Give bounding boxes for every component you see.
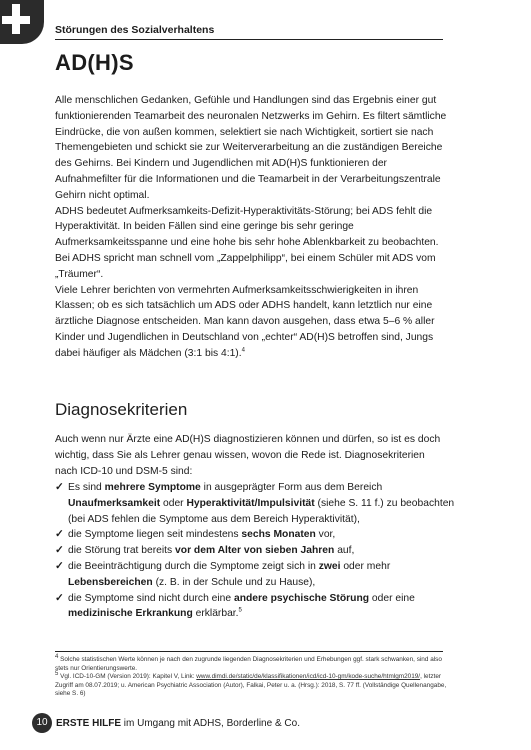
- criteria-text: Es sind: [68, 482, 105, 493]
- criteria-text: oder: [160, 497, 187, 509]
- running-head: Störungen des Sozialverhaltens: [55, 24, 215, 36]
- criteria-text: (z. B. in der Schule und zu Hause),: [152, 576, 316, 588]
- criteria-item: [55, 591, 455, 623]
- criteria-emphasis: vor dem Alter von sieben Jahren: [175, 545, 335, 557]
- criteria-text: die Beeinträchtigung durch die Symptome zeigt sich in: [68, 560, 319, 572]
- criteria-text: vor,: [315, 529, 336, 541]
- intro-paragraph-2: ADHS bedeutet Aufmerksamkeits-Defizit-Hyperaktivitäts-Störung; bei ADS fehlt die Hyperaktivität. In beiden Fällen sind eine geringe bis sehr geringe Aufmerksamkeitsspanne und eine hohe bis sehr hohe Ablenkbarkeit zu beobachten. Bei ADHS spricht man schnell vom „Zappelphilipp“, bei einem Schüler mit ADS vom „Träumer“.: [55, 205, 439, 280]
- criteria-emphasis: Hyperaktivität/Impulsivität: [186, 497, 315, 509]
- criteria-item: [55, 543, 455, 559]
- criteria-text: oder mehr: [340, 560, 391, 572]
- footnote-text: , letzter Zugriff am 08.07.2019; u. American Psychiatric Association (Autor), Falkai, Peter u. a. (Hrsg.): 2018, S. 77 ff. (Vollständige Quellenangabe, siehe S. 6): [55, 673, 447, 698]
- criteria-emphasis: andere psychische Störung: [233, 592, 370, 604]
- criteria-emphasis: Unaufmerksamkeit: [68, 497, 161, 509]
- footnote-link[interactable]: www.dimdi.de/static/de/klassifikationen/icd/icd-10-gm/kode-suche/htmlgm2019/: [196, 673, 421, 681]
- footnote-number: 4: [55, 653, 59, 660]
- intro-paragraph-1: Alle menschlichen Gedanken, Gefühle und Handlungen sind das Ergebnis einer gut funktionierenden Teamarbeit des neuronalen Netzwerks im Gehirn. Es filtert sämtliche Eindrücke, die von außen kommen, selektiert sie nach Wichtigkeit, sortiert sie nach Themengebieten und schickt sie zur Weiterverarbeitung an die zuständigen Bereiche des Gehirns. Bei Kindern und Jugendlichen mit AD(H)S funktionieren der Aufnahmefilter für die Informationen und die Teamarbeit in der Verarbeitungszentrale Gehirn nicht optimal.: [55, 95, 447, 201]
- criteria-list: [55, 480, 455, 622]
- checkmark-icon: ✓: [55, 592, 64, 604]
- checkmark-icon: ✓: [55, 560, 64, 572]
- footnote-text: Vgl. ICD-10-GM (Version 2019): Kapitel V, Link:: [60, 673, 197, 681]
- diagnose-intro-text: Auch wenn nur Ärzte eine AD(H)S diagnostizieren können und dürfen, so ist es doch wichtig, dass Sie als Lehrer genau wissen, wovon die Rede ist. Diagnosekriterien nach ICD-10 und DSM-5 sind:: [55, 434, 441, 477]
- criteria-text: oder eine: [369, 592, 415, 604]
- diagnose-intro: [55, 432, 447, 479]
- intro-paragraph-3-text: Viele Lehrer berichten von vermehrten Aufmerksamkeitsschwierigkeiten in ihren Klassen; ob es sich tatsächlich um ADS oder ADHS handelt, kann letztlich nur eine ärztliche Diagnose entscheiden. Man kann davon ausgehen, dass etwa 5–6 % aller Kinder und Jugendlichen in Deutschland von „echter“ AD(H)S betroffen sind, Jungs dabei häufiger als Mädchen (3:1 bis 4:1).: [55, 284, 435, 359]
- footnote-text: Solche statistischen Werte können je nach den zugrunde liegenden Diagnosekriterien und Erhebungen ggf. stark schwanken, sind also stets nur Orientierungswerte.: [55, 656, 442, 672]
- criteria-text: (siehe S. 11 f.) zu beobachten (bei ADS fehlen die Symptome aus dem Bereich Hyperaktivität),: [68, 497, 455, 525]
- criteria-text: erklärbar.: [192, 608, 239, 620]
- page-footer: [32, 713, 472, 735]
- criteria-emphasis: sechs Monaten: [241, 529, 316, 541]
- criteria-emphasis: mehrere Symptome: [104, 482, 201, 493]
- criteria-item: [55, 559, 455, 591]
- footnote-rule: [55, 651, 443, 652]
- criteria-emphasis: zwei: [318, 560, 341, 572]
- criteria-text: auf,: [334, 545, 355, 557]
- footer-subtitle: im Umgang mit ADHS, Borderline & Co.: [121, 718, 300, 729]
- footnote-ref-4: 4: [241, 347, 245, 354]
- criteria-emphasis: Lebensbereichen: [68, 576, 153, 588]
- criteria-emphasis: medizinische Erkrankung: [68, 608, 193, 620]
- criteria-text: die Symptome liegen seit mindestens: [68, 529, 242, 541]
- footnote-number: 5: [55, 671, 59, 678]
- footnote-4: [55, 653, 447, 673]
- intro-paragraph-3: [55, 283, 447, 362]
- header-rule: [55, 39, 443, 40]
- checkmark-icon: ✓: [55, 482, 64, 493]
- page-number: 10: [32, 713, 52, 733]
- criteria-text: die Störung trat bereits: [68, 545, 176, 557]
- checkmark-icon: ✓: [55, 529, 64, 541]
- criteria-item: [55, 527, 455, 543]
- page-title: AD(H)S: [55, 50, 134, 75]
- criteria-text: die Symptome sind nicht durch eine: [68, 592, 234, 604]
- footnotes: [55, 653, 447, 699]
- criteria-text: in ausgeprägter Form aus dem Bereich: [200, 482, 383, 493]
- footer-title: [56, 718, 300, 729]
- criteria-item: [55, 480, 455, 527]
- checkmark-icon: ✓: [55, 545, 64, 557]
- footnote-ref-5: 5: [238, 607, 242, 614]
- section-heading-diagnosekriterien: Diagnosekriterien: [55, 400, 188, 419]
- plus-icon: [0, 0, 44, 44]
- intro-text: [55, 93, 447, 362]
- footer-brand: ERSTE HILFE: [56, 718, 122, 729]
- footnote-5: [55, 673, 447, 699]
